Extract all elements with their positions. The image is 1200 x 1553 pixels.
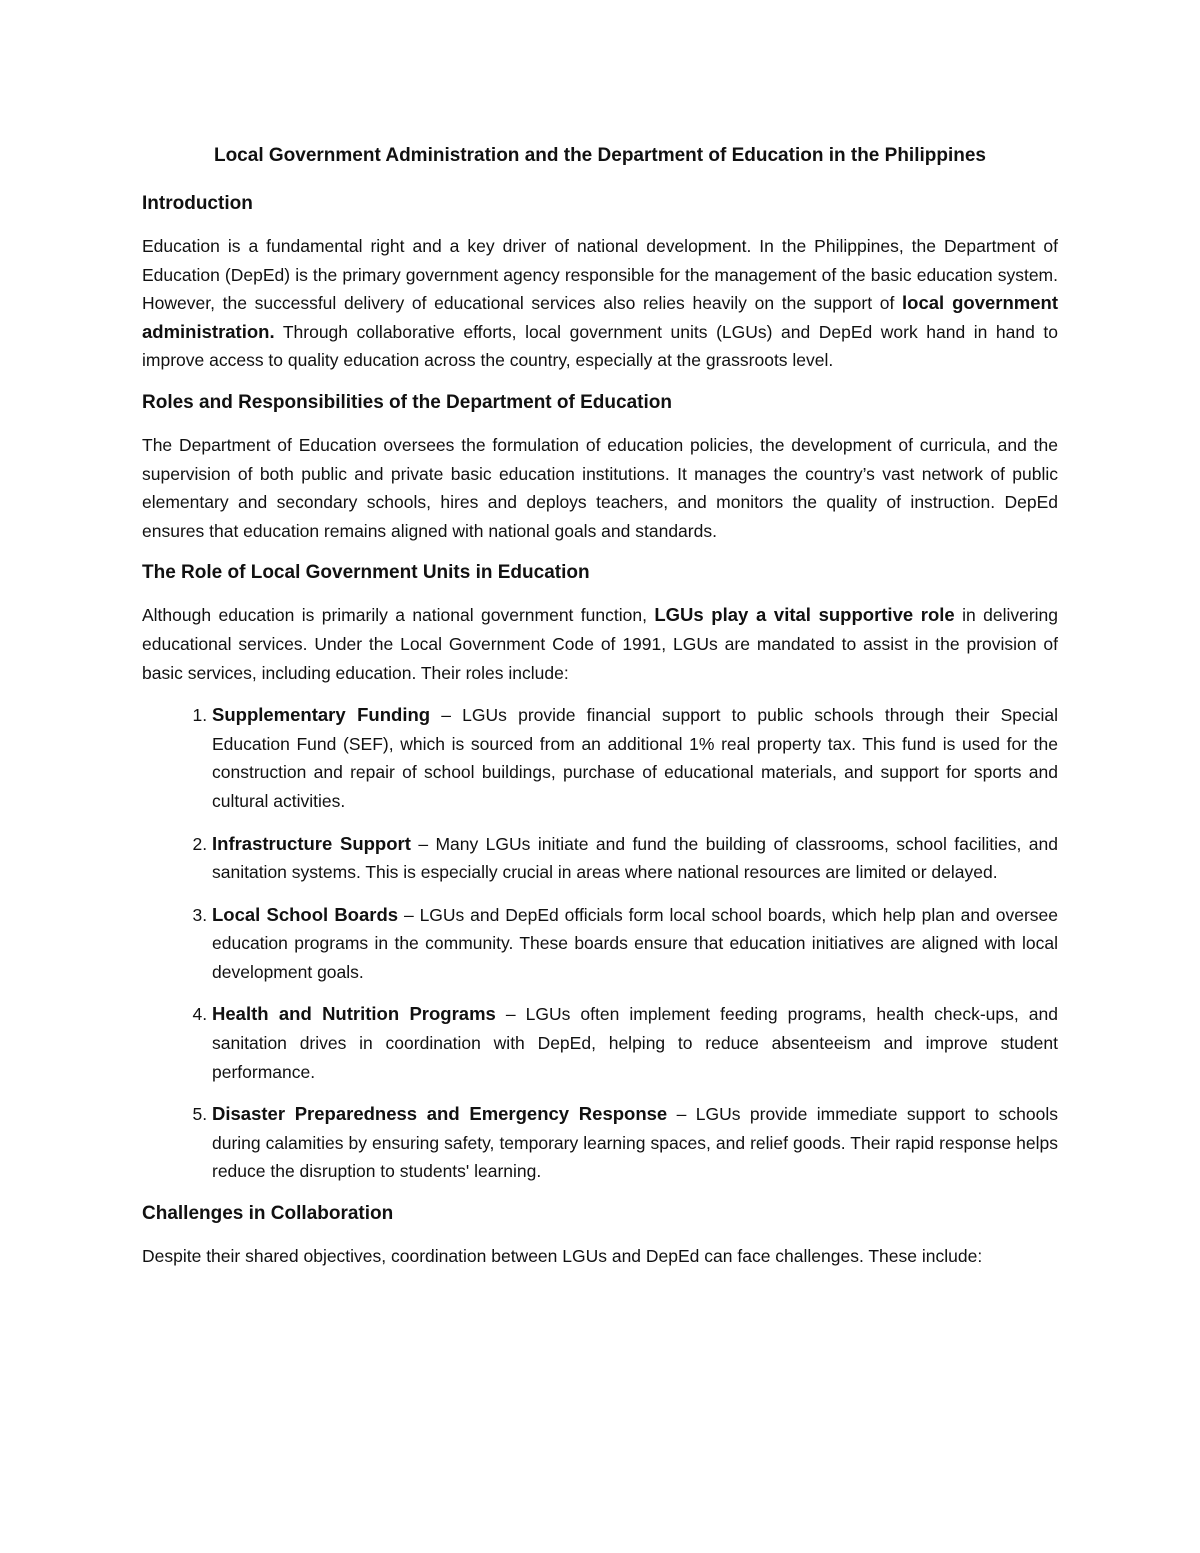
list-item [212, 701, 1058, 815]
intro-text-after: Through collaborative efforts, local government units (LGUs) and DepEd work hand in hand to improve access to quality education across the country, especially at the grassroots level. [142, 321, 1058, 371]
lgu-roles-list [142, 701, 1058, 1186]
deped-paragraph: The Department of Education oversees the formulation of education policies, the development of curricula, and the supervision of both public and private basic education institutions. It manages the country’s vast network of public elementary and secondary schools, hires and deploys teachers, and monitors the quality of instruction. DepEd ensures that education remains aligned with national goals and standards. [142, 434, 1058, 541]
intro-bold-phrase: local government administration. [142, 292, 1058, 342]
section-heading-lgu-role: The Role of Local Government Units in Education [142, 562, 590, 584]
list-item-text: – Many LGUs initiate and fund the building of classrooms, school facilities, and sanitation systems. This is especially crucial in areas where national resources are limited or delayed. [212, 833, 1058, 883]
lgu-bold-phrase: LGUs play a vital supportive role [654, 604, 955, 626]
section-heading-introduction: Introduction [142, 193, 253, 214]
intro-text-before: Education is a fundamental right and a key driver of national development. In the Philippines, the Department of Education (DepEd) is the primary government agency responsible for the management of the basic education system. However, the successful delivery of educational services also relies heavily on the support of [142, 236, 1058, 314]
list-item-text: – LGUs provide financial support to public schools through their Special Education Fund (SEF), which is sourced from an additional 1% real property tax. This fund is used for the construction and repair of school buildings, purchase of educational materials, and support for sports and cultural activities. [212, 705, 1058, 811]
list-item-title: Local School Boards [212, 903, 399, 925]
list-item-title: Health and Nutrition Programs [212, 1003, 496, 1025]
list-item-text: – LGUs often implement feeding programs, health check-ups, and sanitation drives in coordination with DepEd, helping to reduce absenteeism and improve student performance. [212, 1004, 1059, 1082]
list-item [212, 901, 1058, 987]
list-item-text: – LGUs provide immediate support to schools during calamities by ensuring safety, temporary learning spaces, and relief goods. Their rapid response helps reduce the disruption to students' learning. [212, 1104, 1059, 1182]
lgu-text-before: Although education is primarily a national government function, [142, 605, 655, 626]
list-item [212, 1100, 1058, 1186]
lgu-text-after: in delivering educational services. Under the Local Government Code of 1991, LGUs are mandated to assist in the provision of basic services, including education. Their roles include: [142, 605, 1059, 683]
section-heading-deped-roles: Roles and Responsibilities of the Department of Education [142, 391, 672, 413]
list-item-title: Supplementary Funding [212, 704, 431, 726]
list-item-title: Disaster Preparedness and Emergency Response [212, 1103, 668, 1125]
challenges-paragraph: Despite their shared objectives, coordination between LGUs and DepEd can face challenges. These include: [142, 1246, 983, 1267]
lgu-paragraph [142, 601, 1058, 687]
list-item-title: Infrastructure Support [212, 832, 411, 854]
list-item [212, 1000, 1058, 1086]
list-item-text: – LGUs and DepEd officials form local school boards, which help plan and oversee education programs in the community. These boards ensure that education initiatives are aligned with local development goals. [212, 904, 1058, 982]
document-title: Local Government Administration and the Department of Education in the Philippines [213, 145, 987, 166]
section-heading-challenges: Challenges in Collaboration [142, 1203, 394, 1225]
document-page [142, 140, 1058, 1285]
list-item [212, 830, 1058, 887]
intro-paragraph [142, 232, 1058, 375]
